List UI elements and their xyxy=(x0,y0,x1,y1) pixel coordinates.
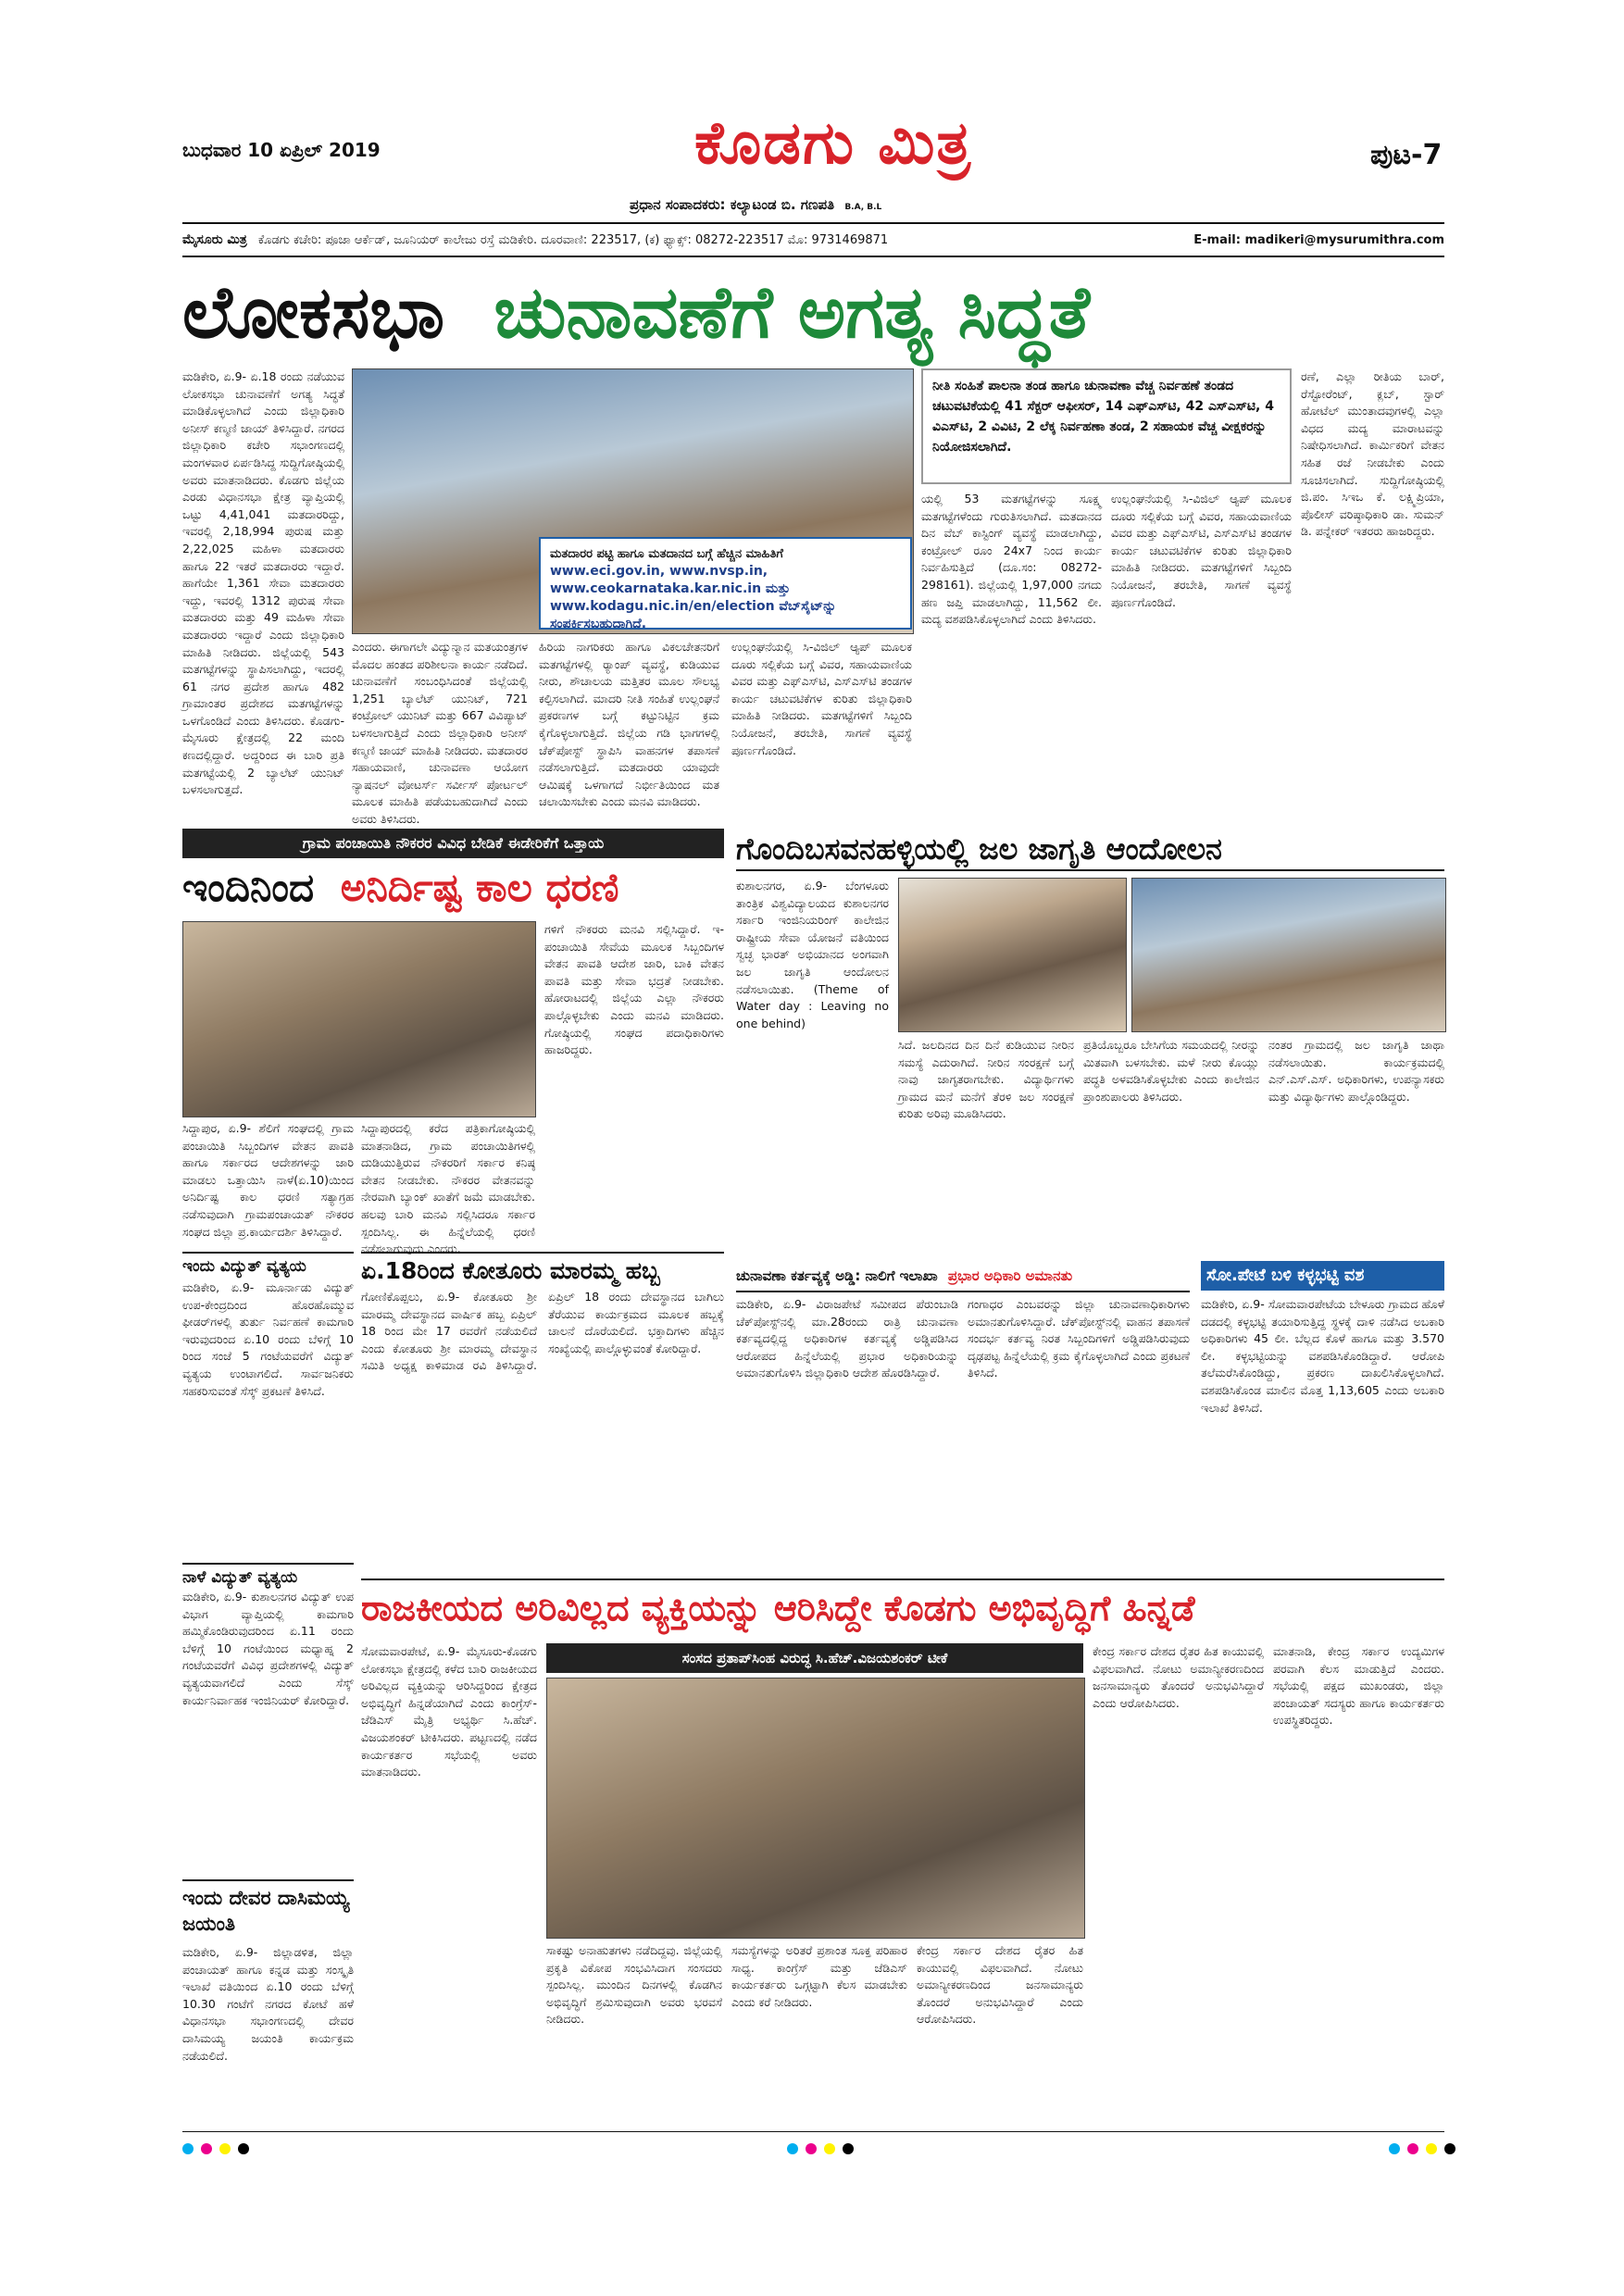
masthead-rule xyxy=(182,222,1444,224)
lead-links-box xyxy=(539,537,912,630)
politics-column-2: ಸಾಕಷ್ಟು ಅನಾಹುತಗಳು ನಡೆದಿದ್ದವು. ಜಿಲ್ಲೆಯಲ್ಲಿ ಪ್ರಕೃತಿ ವಿಕೋಪ ಸಂಭವಿಸಿದಾಗ ಸಂಸದರು ಸ್ಪಂದಿಸಿಲ್ಲ. ಮುಂದಿನ ದಿನಗಳಲ್ಲಿ ಕೊಡಗಿನ ಅಭಿವೃದ್ಧಿಗೆ ಶ್ರಮಿಸುವುದಾಗಿ ಅವರು ಭರವಸೆ ನೀಡಿದರು. xyxy=(546,1943,722,2027)
suspension-kicker-red: ಪ್ರಭಾರ ಅಧಿಕಾರಿ ಅಮಾನತು xyxy=(947,1267,1073,1284)
strike-kicker: ಗ್ರಾಮ ಪಂಚಾಯಿತಿ ನೌಕರರ ವಿವಿಧ ಬೇಡಿಕೆ ಈಡೇರಿಕೆಗೆ ಒತ್ತಾಯ xyxy=(182,829,724,858)
lead-column-3b: ಉಲ್ಲಂಘನೆಯಲ್ಲಿ ಸಿ-ವಿಜಿಲ್ ಆ್ಯಪ್ ಮೂಲಕ ದೂರು ಸಲ್ಲಿಕೆಯ ಬಗ್ಗೆ ವಿವರ, ಸಹಾಯವಾಣಿಯ ವಿವರ ಮತ್ತು ಎಫ್‌ಎಸ್‌ಟಿ, ಎಸ್‌ಎಸ್‌ಟಿ ತಂಡಗಳ ಕಾರ್ಯ ಚಟುವಟಿಕೆಗಳ ಕುರಿತು ಜಿಲ್ಲಾಧಿಕಾರಿ ಮಾಹಿತಿ ನೀಡಿದರು. ಮತಗಟ್ಟೆಗಳಿಗೆ ಸಿಬ್ಬಂದಿ ನಿಯೋಜನೆ, ತರಬೇತಿ, ಸಾಗಣೆ ವ್ಯವಸ್ಥೆ ಪೂರ್ಣಗೊಂಡಿದೆ. xyxy=(731,640,912,757)
lead-headline-black: ಲೋಕಸಭಾ xyxy=(182,271,445,355)
suspension-kicker xyxy=(736,1261,1190,1292)
lead-column-2: ಎಂದರು. ಈಗಾಗಲೇ ವಿದ್ಯುನ್ಮಾನ ಮತಯಂತ್ರಗಳ ಮೊದಲ ಹಂತದ ಪರಿಶೀಲನಾ ಕಾರ್ಯ ನಡೆದಿದೆ. ಚುನಾವಣೆಗೆ ಸಂಬಂಧಿಸಿದಂತೆ ಜಿಲ್ಲೆಯಲ್ಲಿ 1,251 ಬ್ಯಾಲೆಟ್ ಯುನಿಟ್, 721 ಕಂಟ್ರೋಲ್ ಯುನಿಟ್ ಮತ್ತು 667 ವಿವಿಪ್ಯಾಟ್ ಬಳಸಲಾಗುತ್ತಿದೆ ಎಂದು ಜಿಲ್ಲಾಧಿಕಾರಿ ಅನೀಸ್ ಕಣ್ಮಣಿ ಜಾಯ್ ಮಾಹಿತಿ ನೀಡಿದರು. ಮತದಾರರ ಸಹಾಯವಾಣಿ, ಚುನಾವಣಾ ಆಯೋಗ ನ್ಯಾಷನಲ್ ವೋಟರ್ಸ್ ಸರ್ವೀಸ್ ಪೋರ್ಟಲ್ ಮೂಲಕ ಮಾಹಿತಿ ಪಡೆಯಬಹುದಾಗಿದೆ ಎಂದು ಅವರು ತಿಳಿಸಿದರು. xyxy=(352,640,528,826)
lead-headline-green: ಚುನಾವಣೆಗೆ ಅಗತ್ಯ ಸಿದ್ಧತೆ xyxy=(493,271,1091,355)
black-dot xyxy=(843,2143,854,2154)
water-photo-students xyxy=(1131,878,1446,1032)
water-column-1: ಕುಶಾಲನಗರ, ಏ.9- ಬೆಂಗಳೂರು ತಾಂತ್ರಿಕ ವಿಶ್ವವಿದ್ಯಾಲಯದ ಕುಶಾಲನಗರ ಸರ್ಕಾರಿ ಇಂಜಿನಿಯರಿಂಗ್ ಕಾಲೇಜಿನ ರಾಷ್ಟ್ರೀಯ ಸೇವಾ ಯೋಜನೆ ವತಿಯಿಂದ ಸ್ವಚ್ಛ ಭಾರತ್ ಅಭಿಯಾನದ ಅಂಗವಾಗಿ ಜಲ ಜಾಗೃತಿ ಆಂದೋಲನ ನಡೆಸಲಾಯಿತು. (Theme of Water day : Leaving no one behind) xyxy=(736,879,889,1030)
festival-headline: ಏ.18ರಿಂದ ಕೋತೂರು ಮಾರಮ್ಮ ಹಬ್ಬ xyxy=(361,1252,724,1285)
strike-headline-red: ಅನಿರ್ದಿಷ್ಟ ಕಾಲ ಧರಣಿ xyxy=(340,865,619,910)
strike-column-3: ಗಳಿಗೆ ನೌಕರರು ಮನವಿ ಸಲ್ಲಿಸಿದ್ದಾರೆ. ಇ-ಪಂಚಾಯಿತಿ ಸೇವೆಯ ಮೂಲಕ ಸಿಬ್ಬಂದಿಗಳ ವೇತನ ಪಾವತಿ ಆದೇಶ ಜಾರಿ, ಬಾಕಿ ವೇತನ ಪಾವತಿ ಮತ್ತು ಸೇವಾ ಭದ್ರತೆ ನೀಡಬೇಕು. ಹೋರಾಟದಲ್ಲಿ ಜಿಲ್ಲೆಯ ಎಲ್ಲಾ ನೌಕರರು ಪಾಲ್ಗೊಳ್ಳಬೇಕು ಎಂದು ಮನವಿ ಮಾಡಿದರು. ಗೋಷ್ಠಿಯಲ್ಲಿ ಸಂಘದ ಪದಾಧಿಕಾರಿಗಳು ಹಾಜರಿದ್ದರು. xyxy=(544,922,724,1057)
water-headline: ಗೊಂದಿಬಸವನಹಳ್ಳಿಯಲ್ಲಿ ಜಲ ಜಾಗೃತಿ ಆಂದೋಲನ xyxy=(736,829,1444,871)
registration-dots-right xyxy=(1389,2140,1463,2158)
politics-photo xyxy=(546,1678,1085,1939)
politics-column-5: ಮಾತನಾಡಿ, ಕೇಂದ್ರ ಸರ್ಕಾರ ಉದ್ಯಮಿಗಳ ಪರವಾಗಿ ಕೆಲಸ ಮಾಡುತ್ತಿದೆ ಎಂದರು. ಸಭೆಯಲ್ಲಿ ಪಕ್ಷದ ಮುಖಂಡರು, ಜಿಲ್ಲಾ ಪಂಚಾಯತ್ ಸದಸ್ಯರು ಹಾಗೂ ಕಾರ್ಯಕರ್ತರು ಉಪಸ್ಥಿತರಿದ್ದರು. xyxy=(1273,1644,1444,1728)
water-photo-rally xyxy=(898,878,1127,1032)
strike-headline-black: ಇಂದಿನಿಂದ xyxy=(182,865,315,910)
links-box-urls: www.eci.gov.in, www.nvsp.in, www.ceokarnataka.kar.nic.in ಮತ್ತು www.kodagu.nic.in/en/election ವೆಬ್‌ಸೈಟ್‌ನ್ನು ಸಂಪರ್ಕಿಸಬಹುದಾಗಿದೆ. xyxy=(550,564,837,631)
power1-body: ಮಡಿಕೇರಿ, ಏ.9- ಮೂರ್ನಾಡು ವಿದ್ಯುತ್ ಉಪ-ಕೇಂದ್ರದಿಂದ ಹೊರಹೊಮ್ಮುವ ಫೀಡರ್‌ಗಳಲ್ಲಿ ತುರ್ತು ನಿರ್ವಹಣೆ ಕಾಮಗಾರಿ ಇರುವುದರಿಂದ ಏ.10 ರಂದು ಬೆಳಿಗ್ಗೆ 10 ರಿಂದ ಸಂಜೆ 5 ಗಂಟೆಯವರೆಗೆ ವಿದ್ಯುತ್ ವ್ಯತ್ಯಯ ಉಂಟಾಗಲಿದೆ. ಸಾರ್ವಜನಿಕರು ಸಹಕರಿಸುವಂತೆ ಸೆಸ್ಕ್ ಪ್ರಕಟಣೆ ತಿಳಿಸಿದೆ. xyxy=(182,1280,354,1398)
lead-column-3: ಹಿರಿಯ ನಾಗರಿಕರು ಹಾಗೂ ವಿಕಲಚೇತನರಿಗೆ ಮತಗಟ್ಟೆಗಳಲ್ಲಿ ರ್‍ಯಾಂಪ್ ವ್ಯವಸ್ಥೆ, ಕುಡಿಯುವ ನೀರು, ಶೌಚಾಲಯ ಮತ್ತಿತರ ಮೂಲ ಸೌಲಭ್ಯ ಕಲ್ಪಿಸಲಾಗಿದೆ. ಮಾದರಿ ನೀತಿ ಸಂಹಿತೆ ಉಲ್ಲಂಘನೆ ಪ್ರಕರಣಗಳ ಬಗ್ಗೆ ಕಟ್ಟುನಿಟ್ಟಿನ ಕ್ರಮ ಕೈಗೊಳ್ಳಲಾಗುತ್ತಿದೆ. ಜಿಲ್ಲೆಯ ಗಡಿ ಭಾಗಗಳಲ್ಲಿ ಚೆಕ್‌ಪೋಸ್ಟ್ ಸ್ಥಾಪಿಸಿ ವಾಹನಗಳ ತಪಾಸಣೆ ನಡೆಸಲಾಗುತ್ತಿದೆ. ಮತದಾರರು ಯಾವುದೇ ಆಮಿಷಕ್ಕೆ ಒಳಗಾಗದೆ ನಿರ್ಭೀತಿಯಿಂದ ಮತ ಚಲಾಯಿಸಬೇಕು ಎಂದು ಮನವಿ ಮಾಡಿದರು. xyxy=(539,640,719,809)
politics-column-1: ಸೋಮವಾರಪೇಟೆ, ಏ.9- ಮೈಸೂರು-ಕೊಡಗು ಲೋಕಸಭಾ ಕ್ಷೇತ್ರದಲ್ಲಿ ಕಳೆದ ಬಾರಿ ರಾಜಕೀಯದ ಅರಿವಿಲ್ಲದ ವ್ಯಕ್ತಿಯನ್ನು ಆರಿಸಿದ್ದರಿಂದ ಕ್ಷೇತ್ರದ ಅಭಿವೃದ್ಧಿಗೆ ಹಿನ್ನಡೆಯಾಗಿದೆ ಎಂದು ಕಾಂಗ್ರೆಸ್-ಜೆಡಿಎಸ್ ಮೈತ್ರಿ ಅಭ್ಯರ್ಥಿ ಸಿ.ಹೆಚ್. ವಿಜಯಶಂಕರ್ ಟೀಕಿಸಿದರು. ಪಟ್ಟಣದಲ್ಲಿ ನಡೆದ ಕಾರ್ಯಕರ್ತರ ಸಭೆಯಲ್ಲಿ ಅವರು ಮಾತನಾಡಿದರು. xyxy=(361,1644,537,1779)
politics-column-6: ಕೇಂದ್ರ ಸರ್ಕಾರ ದೇಶದ ರೈತರ ಹಿತ ಕಾಯುವಲ್ಲಿ ವಿಫಲವಾಗಿದೆ. ನೋಟು ಅಮಾನ್ಯೀಕರಣದಿಂದ ಜನಸಾಮಾನ್ಯರು ತೊಂದರೆ ಅನುಭವಿಸಿದ್ದಾರೆ ಎಂದು ಆರೋಪಿಸಿದರು. xyxy=(917,1943,1083,2027)
black-dot xyxy=(238,2143,249,2154)
suspension-kicker-black: ಚುನಾವಣಾ ಕರ್ತವ್ಯಕ್ಕೆ ಅಡ್ಡಿ: ನಾಲಿಗೆ ಇಲಾಖಾ xyxy=(736,1267,938,1284)
lead-headline xyxy=(182,267,1444,359)
power1-headline: ಇಂದು ವಿದ್ಯುತ್ ವ್ಯತ್ಯಯ xyxy=(182,1252,354,1276)
bottom-rule xyxy=(182,2131,1444,2132)
politics-column-3: ಸಮಸ್ಯೆಗಳನ್ನು ಅರಿತರೆ ಪ್ರಶಾಂತ ಸೂಕ್ತ ಪರಿಹಾರ ಸಾಧ್ಯ. ಕಾಂಗ್ರೆಸ್ ಮತ್ತು ಜೆಡಿಎಸ್ ಕಾರ್ಯಕರ್ತರು ಒಗ್ಗಟ್ಟಾಗಿ ಕೆಲಸ ಮಾಡಬೇಕು ಎಂದು ಕರೆ ನೀಡಿದರು. xyxy=(731,1943,907,2009)
editor-name: ಪ್ರಧಾನ ಸಂಪಾದಕರು: ಕಲ್ಯಾಟಂಡ ಬಿ. ಗಣಪತಿ xyxy=(630,196,835,213)
black-dot xyxy=(1444,2143,1455,2154)
liquor-headline: ಸೋ.ಪೇಟೆ ಬಳಿ ಕಳ್ಳಭಟ್ಟಿ ವಶ xyxy=(1201,1261,1444,1291)
magenta-dot xyxy=(201,2143,212,2154)
water-column-4: ನಂತರ ಗ್ರಾಮದಲ್ಲಿ ಜಲ ಜಾಗೃತಿ ಜಾಥಾ ನಡೆಸಲಾಯಿತು. ಕಾರ್ಯಕ್ರಮದಲ್ಲಿ ಎನ್.ಎಸ್.ಎಸ್. ಅಧಿಕಾರಿಗಳು, ಉಪನ್ಯಾಸಕರು ಮತ್ತು ವಿದ್ಯಾರ್ಥಿಗಳು ಪಾಲ್ಗೊಂಡಿದ್ದರು. xyxy=(1268,1038,1444,1104)
contact-strip xyxy=(182,226,1444,254)
yellow-dot xyxy=(1426,2143,1437,2154)
lead-column-5: ಉಲ್ಲಂಘನೆಯಲ್ಲಿ ಸಿ-ವಿಜಿಲ್ ಆ್ಯಪ್ ಮೂಲಕ ದೂರು ಸಲ್ಲಿಕೆಯ ಬಗ್ಗೆ ವಿವರ, ಸಹಾಯವಾಣಿಯ ವಿವರ ಮತ್ತು ಎಫ್‌ಎಸ್‌ಟಿ, ಎಸ್‌ಎಸ್‌ಟಿ ತಂಡಗಳ ಕಾರ್ಯ ಚಟುವಟಿಕೆಗಳ ಕುರಿತು ಜಿಲ್ಲಾಧಿಕಾರಿ ಮಾಹಿತಿ ನೀಡಿದರು. ಮತಗಟ್ಟೆಗಳಿಗೆ ಸಿಬ್ಬಂದಿ ನಿಯೋಜನೆ, ತರಬೇತಿ, ಸಾಗಣೆ ವ್ಯವಸ್ಥೆ ಪೂರ್ಣಗೊಂಡಿದೆ. xyxy=(1111,492,1292,609)
water-column-2: ಸಿದೆ. ಜಲದಿನದ ದಿನ ದಿನೆ ಕುಡಿಯುವ ನೀರಿನ ಸಮಸ್ಯೆ ಎದುರಾಗಿದೆ. ನೀರಿನ ಸಂರಕ್ಷಣೆ ಬಗ್ಗೆ ನಾವು ಜಾಗೃತರಾಗಬೇಕು. ವಿದ್ಯಾರ್ಥಿಗಳು ಗ್ರಾಮದ ಮನೆ ಮನೆಗೆ ತೆರಳಿ ಜಲ ಸಂರಕ್ಷಣೆ ಕುರಿತು ಅರಿವು ಮೂಡಿಸಿದರು. xyxy=(898,1038,1074,1121)
lead-column-1: ಮಡಿಕೇರಿ, ಏ.9- ಏ.18 ರಂದು ನಡೆಯುವ ಲೋಕಸಭಾ ಚುನಾವಣೆಗೆ ಅಗತ್ಯ ಸಿದ್ಧತೆ ಮಾಡಿಕೊಳ್ಳಲಾಗಿದೆ ಎಂದು ಜಿಲ್ಲಾಧಿಕಾರಿ ಅನೀಸ್ ಕಣ್ಮಣಿ ಜಾಯ್ ತಿಳಿಸಿದ್ದಾರೆ. ನಗರದ ಜಿಲ್ಲಾಧಿಕಾರಿ ಕಚೇರಿ ಸಭಾಂಗಣದಲ್ಲಿ ಮಂಗಳವಾರ ಏರ್ಪಡಿಸಿದ್ದ ಸುದ್ದಿಗೋಷ್ಠಿಯಲ್ಲಿ ಅವರು ಮಾತನಾಡಿದರು. ಕೊಡಗು ಜಿಲ್ಲೆಯ ಎರಡು ವಿಧಾನಸಭಾ ಕ್ಷೇತ್ರ ವ್ಯಾಪ್ತಿಯಲ್ಲಿ ಒಟ್ಟು 4,41,041 ಮತದಾರರಿದ್ದು, ಇವರಲ್ಲಿ 2,18,994 ಪುರುಷ ಮತ್ತು 2,22,025 ಮಹಿಳಾ ಮತದಾರರು ಹಾಗೂ 22 ಇತರೆ ಮತದಾರರು ಇದ್ದಾರೆ. ಹಾಗೆಯೇ 1,361 ಸೇವಾ ಮತದಾರರು ಇದ್ದು, ಇವರಲ್ಲಿ 1312 ಪುರುಷ ಸೇವಾ ಮತದಾರರು ಮತ್ತು 49 ಮಹಿಳಾ ಸೇವಾ ಮತದಾರರು ಇದ್ದಾರೆ ಎಂದು ಜಿಲ್ಲಾಧಿಕಾರಿ ಮಾಹಿತಿ ನೀಡಿದರು. ಜಿಲ್ಲೆಯಲ್ಲಿ 543 ಮತಗಟ್ಟೆಗಳನ್ನು ಸ್ಥಾಪಿಸಲಾಗಿದ್ದು, ಇದರಲ್ಲಿ 61 ನಗರ ಪ್ರದೇಶ ಹಾಗೂ 482 ಗ್ರಾಮಾಂತರ ಪ್ರದೇಶದ ಮತಗಟ್ಟೆಗಳನ್ನು ಒಳಗೊಂಡಿದೆ ಎಂದು ತಿಳಿಸಿದರು. ಕೊಡಗು-ಮೈಸೂರು ಕ್ಷೇತ್ರದಲ್ಲಿ 22 ಮಂದಿ ಕಣದಲ್ಲಿದ್ದಾರೆ. ಅದ್ದರಿಂದ ಈ ಬಾರಿ ಪ್ರತಿ ಮತಗಟ್ಟೆಯಲ್ಲಿ 2 ಬ್ಯಾಲೆಟ್ ಯುನಿಟ್ ಬಳಸಲಾಗುತ್ತದೆ. xyxy=(182,369,344,797)
strike-headline xyxy=(182,861,724,915)
office-contact: ಕೊಡಗು ಕಚೇರಿ: ಪೂಜಾ ಆರ್ಕೆಡ್, ಜೂನಿಯರ್ ಕಾಲೇಜು ರಸ್ತೆ ಮಡಿಕೇರಿ. ದೂರವಾಣಿ: 223517, (ಕ) ಫ್ಯಾಕ್ಸ್: 08272-223517 ಮೊ: 9731469871 xyxy=(257,232,889,247)
cyan-dot xyxy=(182,2143,194,2154)
power2-headline: ನಾಳೆ ವಿದ್ಯುತ್ ವ್ಯತ್ಯಯ xyxy=(182,1563,354,1587)
jayanti-headline: ಇಂದು ದೇವರ ದಾಸಿಮಯ್ಯ ಜಯಂತಿ xyxy=(182,1879,354,1937)
lead-column-6: ರಣೆ, ಎಲ್ಲಾ ರೀತಿಯ ಬಾರ್, ರೆಸ್ಟೋರೆಂಟ್, ಕ್ಲಬ್, ಸ್ಟಾರ್ ಹೋಟೆಲ್ ಮುಂತಾದವುಗಳಲ್ಲಿ ಎಲ್ಲಾ ವಿಧದ ಮದ್ಯ ಮಾರಾಟವನ್ನು ನಿಷೇಧಿಸಲಾಗಿದೆ. ಕಾರ್ಮಿಕರಿಗೆ ವೇತನ ಸಹಿತ ರಜೆ ನೀಡಬೇಕು ಎಂದು ಸೂಚಿಸಲಾಗಿದೆ. ಸುದ್ದಿಗೋಷ್ಠಿಯಲ್ಲಿ ಜಿ.ಪಂ. ಸಿಇಒ ಕೆ. ಲಕ್ಷ್ಮಿಪ್ರಿಯಾ, ಪೊಲೀಸ್ ವರಿಷ್ಠಾಧಿಕಾರಿ ಡಾ. ಸುಮನ್ ಡಿ. ಪನ್ನೇಕರ್ ಇತರರು ಹಾಜರಿದ್ದರು. xyxy=(1301,369,1444,539)
power2-body: ಮಡಿಕೇರಿ, ಏ.9- ಕುಶಾಲನಗರ ವಿದ್ಯುತ್ ಉಪ ವಿಭಾಗ ವ್ಯಾಪ್ತಿಯಲ್ಲಿ ಕಾಮಗಾರಿ ಹಮ್ಮಿಕೊಂಡಿರುವುದರಿಂದ ಏ.11 ರಂದು ಬೆಳಿಗ್ಗೆ 10 ಗಂಟೆಯಿಂದ ಮಧ್ಯಾಹ್ನ 2 ಗಂಟೆಯವರೆಗೆ ವಿವಿಧ ಪ್ರದೇಶಗಳಲ್ಲಿ ವಿದ್ಯುತ್ ವ್ಯತ್ಯಯವಾಗಲಿದೆ ಎಂದು ಸೆಸ್ಕ್ ಕಾರ್ಯನಿರ್ವಾಹಕ ಇಂಜಿನಿಯರ್ ಕೋರಿದ್ದಾರೆ. xyxy=(182,1590,354,1707)
office-email: E-mail: madikeri@mysurumithra.com xyxy=(1193,232,1444,247)
teams-box-text: ನೀತಿ ಸಂಹಿತೆ ಪಾಲನಾ ತಂಡ ಹಾಗೂ ಚುನಾವಣಾ ವೆಚ್ಚ ನಿರ್ವಹಣೆ ತಂಡದ ಚಟುವಟಿಕೆಯಲ್ಲಿ 41 ಸೆಕ್ಟರ್ ಆಫೀಸರ್, 14 ಎಫ್‌ಎಸ್‌ಟಿ, 42 ಎಸ್‌ಎಸ್‌ಟಿ, 4 ವಿಎಸ್‌ಟಿ, 2 ವಿವಿಟಿ, 2 ಲೆಕ್ಕ ನಿರ್ವಹಣಾ ತಂಡ, 2 ಸಹಾಯಕ ವೆಚ್ಚ ವೀಕ್ಷಕರನ್ನು ನಿಯೋಜಿಸಲಾಗಿದೆ. xyxy=(932,379,1274,455)
editor-line xyxy=(630,196,1056,213)
page-number: ಪುಟ-7 xyxy=(1370,139,1443,171)
registration-dots-left xyxy=(182,2140,256,2158)
lead-column-4: ಯಲ್ಲಿ 53 ಮತಗಟ್ಟೆಗಳನ್ನು ಸೂಕ್ಷ್ಮ ಮತಗಟ್ಟೆಗಳೆಂದು ಗುರುತಿಸಲಾಗಿದೆ. ಮತದಾನದ ದಿನ ವೆಬ್ ಕಾಸ್ಟಿಂಗ್ ವ್ಯವಸ್ಥೆ ಮಾಡಲಾಗಿದ್ದು, ಕಂಟ್ರೋಲ್ ರೂಂ 24x7 ನಿಂದ ಕಾರ್ಯ ನಿರ್ವಹಿಸುತ್ತಿದೆ (ದೂ.ಸಂ: 08272-298161). ಜಿಲ್ಲೆಯಲ್ಲಿ 1,97,000 ನಗದು ಹಣ ಜಪ್ತಿ ಮಾಡಲಾಗಿದ್ದು, 11,562 ಲೀ. ಮದ್ಯ ವಶಪಡಿಸಿಕೊಳ್ಳಲಾಗಿದೆ ಎಂದು ತಿಳಿಸಿದರು. xyxy=(921,492,1102,627)
liquor-body: ಮಡಿಕೇರಿ, ಏ.9- ಸೋಮವಾರಪೇಟೆಯ ಬೇಳೂರು ಗ್ರಾಮದ ಹೊಳೆ ದಡದಲ್ಲಿ ಕಳ್ಳಭಟ್ಟಿ ತಯಾರಿಸುತ್ತಿದ್ದ ಸ್ಥಳಕ್ಕೆ ದಾಳಿ ನಡೆಸಿದ ಅಬಕಾರಿ ಅಧಿಕಾರಿಗಳು 45 ಲೀ. ಬೆಲ್ಲದ ಕೊಳೆ ಹಾಗೂ ಮತ್ತು 3.570 ಲೀ. ಕಳ್ಳಭಟ್ಟಿಯನ್ನು ವಶಪಡಿಸಿಕೊಂಡಿದ್ದಾರೆ. ಆರೋಪಿ ತಲೆಮರೆಸಿಕೊಂಡಿದ್ದು, ಪ್ರಕರಣ ದಾಖಲಿಸಿಕೊಳ್ಳಲಾಗಿದೆ. ವಶಪಡಿಸಿಕೊಂಡ ಮಾಲಿನ ಮೊತ್ತ 1,13,605 ಎಂದು ಅಬಕಾರಿ ಇಲಾಖೆ ತಿಳಿಸಿದೆ. xyxy=(1201,1297,1444,1415)
politics-kicker: ಸಂಸದ ಪ್ರತಾಪ್‌ಸಿಂಹ ವಿರುದ್ಧ ಸಿ.ಹೆಚ್.ವಿಜಯಶಂಕರ್ ಟೀಕೆ xyxy=(546,1643,1083,1673)
jayanti-body: ಮಡಿಕೇರಿ, ಏ.9- ಜಿಲ್ಲಾಡಳಿತ, ಜಿಲ್ಲಾ ಪಂಚಾಯತ್ ಹಾಗೂ ಕನ್ನಡ ಮತ್ತು ಸಂಸ್ಕೃತಿ ಇಲಾಖೆ ವತಿಯಿಂದ ಏ.10 ರಂದು ಬೆಳಿಗ್ಗೆ 10.30 ಗಂಟೆಗೆ ನಗರದ ಕೋಟೆ ಹಳೆ ವಿಧಾನಸಭಾ ಸಭಾಂಗಣದಲ್ಲಿ ದೇವರ ದಾಸಿಮಯ್ಯ ಜಯಂತಿ ಕಾರ್ಯಕ್ರಮ ನಡೆಯಲಿದೆ. xyxy=(182,1945,354,2063)
magenta-dot xyxy=(1407,2143,1418,2154)
contact-rule xyxy=(182,256,1444,257)
politics-column-4: ಕೇಂದ್ರ ಸರ್ಕಾರ ದೇಶದ ರೈತರ ಹಿತ ಕಾಯುವಲ್ಲಿ ವಿಫಲವಾಗಿದೆ. ನೋಟು ಅಮಾನ್ಯೀಕರಣದಿಂದ ಜನಸಾಮಾನ್ಯರು ತೊಂದರೆ ಅನುಭವಿಸಿದ್ದಾರೆ ಎಂದು ಆರೋಪಿಸಿದರು. xyxy=(1093,1644,1264,1710)
strike-column-2: ಸಿದ್ದಾಪುರದಲ್ಲಿ ಕರೆದ ಪತ್ರಿಕಾಗೋಷ್ಠಿಯಲ್ಲಿ ಮಾತನಾಡಿದ, ಗ್ರಾಮ ಪಂಚಾಯಿತಿಗಳಲ್ಲಿ ದುಡಿಯುತ್ತಿರುವ ನೌಕರರಿಗೆ ಸರ್ಕಾರ ಕನಿಷ್ಠ ವೇತನ ನೀಡಬೇಕು. ನೌಕರರ ವೇತನವನ್ನು ನೇರವಾಗಿ ಬ್ಯಾಂಕ್ ಖಾತೆಗೆ ಜಮೆ ಮಾಡಬೇಕು. ಹಲವು ಬಾರಿ ಮನವಿ ಸಲ್ಲಿಸಿದರೂ ಸರ್ಕಾರ ಸ್ಪಂದಿಸಿಲ್ಲ. ಈ ಹಿನ್ನೆಲೆಯಲ್ಲಿ ಧರಣಿ ನಡೆಸಲಾಗುವುದು ಎಂದರು. xyxy=(361,1121,535,1256)
festival-body: ಗೋಣಿಕೊಪ್ಪಲು, ಏ.9- ಕೋತೂರು ಶ್ರೀ ಮಾರಮ್ಮ ದೇವಸ್ಥಾನದ ವಾರ್ಷಿಕ ಹಬ್ಬ ಏಪ್ರಿಲ್ 18 ರಿಂದ ಮೇ 17 ರವರೆಗೆ ನಡೆಯಲಿದೆ ಎಂದು ಕೋತೂರು ಶ್ರೀ ಮಾರಮ್ಮ ದೇವಸ್ಥಾನ ಸಮಿತಿ ಅಧ್ಯಕ್ಷ ಕಾಳಿಮಾಡ ರವಿ ತಿಳಿಸಿದ್ದಾರೆ. ಏಪ್ರಿಲ್ 18 ರಂದು ದೇವಸ್ಥಾನದ ಬಾಗಿಲು ತೆರೆಯುವ ಕಾರ್ಯಕ್ರಮದ ಮೂಲಕ ಹಬ್ಬಕ್ಕೆ ಚಾಲನೆ ದೊರೆಯಲಿದೆ. ಭಕ್ತಾದಿಗಳು ಹೆಚ್ಚಿನ ಸಂಖ್ಯೆಯಲ್ಲಿ ಪಾಲ್ಗೊಳ್ಳುವಂತೆ ಕೋರಿದ್ದಾರೆ. xyxy=(361,1290,724,1373)
newspaper-title: ಕೊಡಗು ಮಿತ್ರ xyxy=(693,109,972,178)
cyan-dot xyxy=(1389,2143,1400,2154)
editor-degree: B.A, B.L xyxy=(844,203,882,212)
links-box-label: ಮತದಾರರ ಪಟ್ಟಿ ಹಾಗೂ ಮತದಾನದ ಬಗ್ಗೆ ಹೆಚ್ಚಿನ ಮಾಹಿತಿಗೆ xyxy=(550,547,783,561)
strike-caption: ಸಿದ್ದಾಪುರ, ಏ.9- ಶೆಲಿಗೆ ಸಂಘದಲ್ಲಿ ಗ್ರಾಮ ಪಂಚಾಯಿತಿ ಸಿಬ್ಬಂದಿಗಳ ವೇತನ ಪಾವತಿ ಹಾಗೂ ಸರ್ಕಾರದ ಆದೇಶಗಳನ್ನು ಜಾರಿ ಮಾಡಲು ಒತ್ತಾಯಿಸಿ ನಾಳೆ(ಏ.10)ಯಿಂದ ಅನಿರ್ದಿಷ್ಟ ಕಾಲ ಧರಣಿ ಸತ್ಯಾಗ್ರಹ ನಡೆಸುವುದಾಗಿ ಗ್ರಾಮಪಂಚಾಯತ್ ನೌಕರರ ಸಂಘದ ಜಿಲ್ಲಾ ಪ್ರ.ಕಾರ್ಯದರ್ಶಿ ತಿಳಿಸಿದ್ದಾರೆ. xyxy=(182,1121,354,1239)
water-column-3: ಪ್ರತಿಯೊಬ್ಬರೂ ಬೇಸಿಗೆಯ ಸಮಯದಲ್ಲಿ ನೀರನ್ನು ಮಿತವಾಗಿ ಬಳಸಬೇಕು. ಮಳೆ ನೀರು ಕೊಯ್ಲು ಪದ್ಧತಿ ಅಳವಡಿಸಿಕೊಳ್ಳಬೇಕು ಎಂದು ಕಾಲೇಜಿನ ಪ್ರಾಂಶುಪಾಲರು ತಿಳಿಸಿದರು. xyxy=(1083,1038,1259,1104)
strike-photo xyxy=(182,921,536,1117)
politics-headline: ರಾಜಕೀಯದ ಅರಿವಿಲ್ಲದ ವ್ಯಕ್ತಿಯನ್ನು ಆರಿಸಿದ್ದೇ ಕೊಡಗು ಅಭಿವೃದ್ಧಿಗೆ ಹಿನ್ನಡೆ xyxy=(361,1578,1444,1636)
cyan-dot xyxy=(787,2143,798,2154)
yellow-dot xyxy=(219,2143,231,2154)
lead-teams-box xyxy=(921,368,1292,484)
suspension-column-1: ಮಡಿಕೇರಿ, ಏ.9- ವಿರಾಜಪೇಟೆ ಸಮೀಪದ ಪೆರುಂಬಾಡಿ ಚೆಕ್‌ಪೋಸ್ಟ್‌ನಲ್ಲಿ ಮಾ.28ರಂದು ರಾತ್ರಿ ಚುನಾವಣಾ ಕರ್ತವ್ಯದಲ್ಲಿದ್ದ ಅಧಿಕಾರಿಗಳ ಕರ್ತವ್ಯಕ್ಕೆ ಅಡ್ಡಿಪಡಿಸಿದ ಆರೋಪದ ಹಿನ್ನೆಲೆಯಲ್ಲಿ ಪ್ರಭಾರ ಅಧಿಕಾರಿಯನ್ನು ಅಮಾನತುಗೊಳಿಸಿ ಜಿಲ್ಲಾಧಿಕಾರಿ ಆದೇಶ ಹೊರಡಿಸಿದ್ದಾರೆ. xyxy=(736,1297,958,1380)
yellow-dot xyxy=(824,2143,835,2154)
magenta-dot xyxy=(806,2143,817,2154)
issue-date: ಬುಧವಾರ 10 ಏಪ್ರಿಲ್ 2019 xyxy=(182,139,381,161)
registration-dots-center xyxy=(787,2140,861,2158)
brand-name: ಮೈಸೂರು ಮಿತ್ರ xyxy=(182,232,247,247)
suspension-column-2: ಗಂಗಾಧರ ಎಂಬವರನ್ನು ಜಿಲ್ಲಾ ಚುನಾವಣಾಧಿಕಾರಿಗಳು ಅಮಾನತುಗೊಳಿಸಿದ್ದಾರೆ. ಚೆಕ್‌ಪೋಸ್ಟ್‌ನಲ್ಲಿ ವಾಹನ ತಪಾಸಣೆ ಸಂದರ್ಭ ಕರ್ತವ್ಯ ನಿರತ ಸಿಬ್ಬಂದಿಗಳಿಗೆ ಅಡ್ಡಿಪಡಿಸಿರುವುದು ದೃಢಪಟ್ಟ ಹಿನ್ನೆಲೆಯಲ್ಲಿ ಕ್ರಮ ಕೈಗೊಳ್ಳಲಾಗಿದೆ ಎಂದು ಪ್ರಕಟಣೆ ತಿಳಿಸಿದೆ. xyxy=(968,1297,1190,1380)
